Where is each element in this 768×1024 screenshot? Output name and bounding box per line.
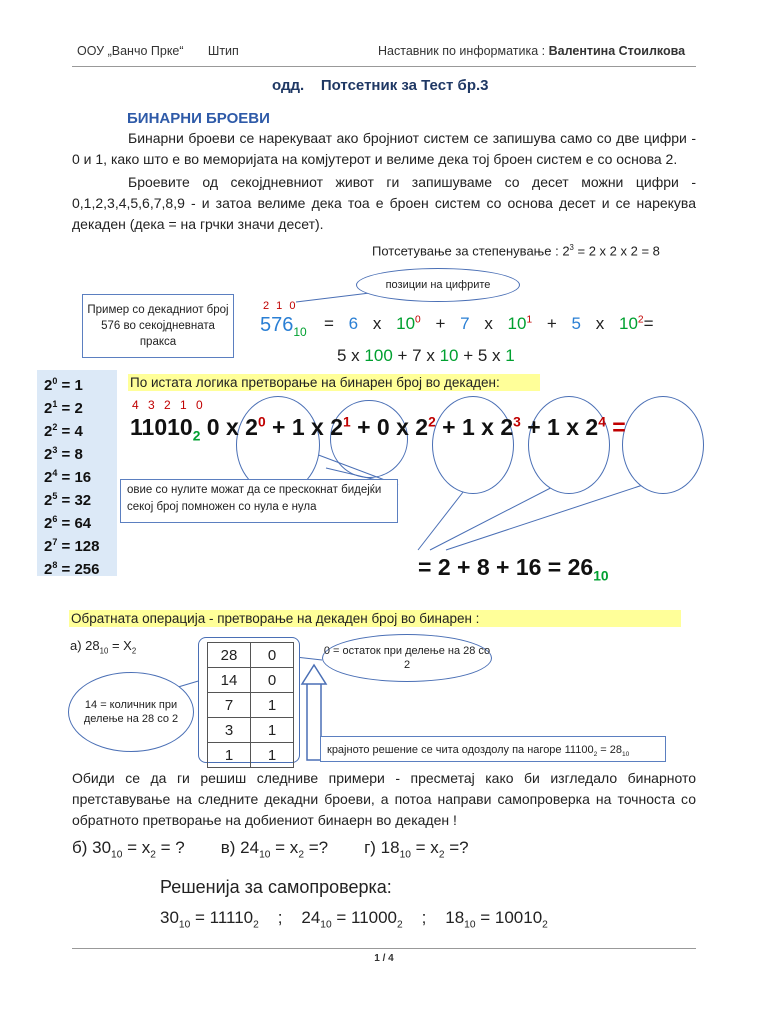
callout-read-bottom-up [320,736,666,762]
sol-dec: 24 [301,908,321,927]
read-eq: = 28 [597,744,623,756]
plus: + [546,314,557,333]
power-exp: 0 [52,376,58,386]
footer-rule [72,948,696,949]
exercise-text: Обиди се да ги решиш следниве примери - пресметај како би изгледало бинарното претставување на следните декадни броеви, а потоа направи самопроверка на точноста со обратното претворање на добиениот бинаерн во декаден ! [72,770,696,828]
division-row [208,693,294,718]
callout-zeros-skip: овие со нулите можат да се прескокнат бидејќи секој број помножен со нула е нула [120,479,398,523]
ex-rest: = x [410,838,439,857]
remainder-cell: 1 [251,743,294,768]
division-grid [207,642,294,768]
exercise-item [220,838,329,861]
binary-heading: По истата логика претворање на бинарен број во декаден: [128,374,540,391]
binary-positions: 4 3 2 1 0 [132,398,206,412]
division-row [208,718,294,743]
decimal-expansion [260,314,307,339]
exercise-item [72,838,185,861]
solution-item [445,908,585,931]
binary-terms [207,414,626,440]
power-exp: 6 [52,514,58,524]
division-table [198,637,300,763]
sol-bsub: 2 [253,919,259,931]
teacher-name: Валентина Стоилкова [548,44,686,58]
ex-end: =? [303,838,329,857]
binary-term [285,414,370,440]
term-op: + [442,414,456,440]
ex-end: =? [444,838,469,857]
term-coef: 0 x 2 [206,414,258,440]
quotient-cell: 3 [208,718,251,743]
digit-7: 7 [460,314,470,333]
term-exp: 0 [257,414,266,430]
times: x [372,314,382,333]
school-label: ООУ „Ванчо Прке“ [77,44,184,58]
remainder-cell: 1 [251,718,294,743]
power-base: 2 [44,492,53,509]
power-reminder-rest: = 2 x 2 x 2 = 8 [577,243,660,259]
division-row [208,668,294,693]
ex-rest: = x [270,838,299,857]
power-value: = 32 [61,492,92,509]
section-title: БИНАРНИ БРОЕВИ [127,110,270,127]
decimal-number: 576 [260,314,294,336]
line2-10: 10 [439,346,459,365]
digit-6: 6 [348,314,359,333]
plus: + [435,314,446,333]
ex-sub2: 2 [150,849,156,861]
term-exp: 4 [598,414,606,430]
decimal-line2 [337,346,515,366]
binary-number: 11010 [130,414,193,440]
sol-bin: = 11000 [331,908,398,927]
reverse-label [70,638,136,656]
power-reminder-exp: 3 [569,243,574,252]
quotient-cell: 1 [208,743,251,768]
teacher-label: Наставник по информатика : [378,44,546,58]
power-value: = 1 [61,377,83,394]
solutions-list [160,908,586,930]
power-exp: 8 [52,560,58,570]
read-text: крајното решение се чита одоздолу па нагоре 11100 [327,744,594,756]
term-op: = [612,414,626,440]
power-value: = 8 [61,446,83,463]
exp-1: 1 [526,314,533,326]
line2-part: 5 x [337,346,365,365]
quotient-cell: 14 [208,668,251,693]
paragraph-binary: Бинарни броеви се нарекуваат ако бројниот систем се запишува само со две цифри - 0 и 1, како што е во меморијата на комјутерот и велиме дека тој броен систем е со основа 2. [72,130,696,167]
power-row [37,439,117,462]
ten: 10 [396,314,416,333]
power-value: = 2 [61,400,83,417]
callout-digit-positions: позиции на цифрите [356,268,520,302]
reverse-label-num: а) 28 [70,638,100,653]
power-base: 2 [44,538,53,555]
power-value: = 256 [61,561,100,578]
title-prefix: одд. [272,77,305,94]
decimal-positions: 2 1 0 [263,300,298,312]
binary-term [541,414,626,440]
ellipse-term-4 [622,396,704,494]
sol-bin: = 10010 [475,908,543,927]
binary-expansion [130,414,626,444]
term-coef: 1 x 2 [291,414,343,440]
ex-rest: = x [122,838,151,857]
power-exp: 4 [52,468,58,478]
ex-end: = ? [155,838,185,857]
reverse-label-sub2: 2 [131,646,137,656]
term-exp: 3 [513,414,521,430]
remainder-cell: 0 [251,643,294,668]
power-base: 2 [44,561,53,578]
remainder-cell: 0 [251,668,294,693]
term-coef: 1 x 2 [547,414,599,440]
city-label: Штип [207,44,239,58]
sol-dsub: 10 [320,919,332,931]
binary-term [371,414,456,440]
ex-sub2: 2 [298,849,304,861]
ex-prefix: в) 24 [220,838,260,857]
division-row [208,743,294,768]
line2-1: 1 [505,346,515,365]
decimal-base: 10 [293,325,307,339]
solutions-title: Решенија за самопроверка: [160,877,392,897]
power-base: 2 [44,377,53,394]
power-base: 2 [44,446,53,463]
term-exp: 1 [343,414,351,430]
title-text: Потсетник за Тест бр.3 [320,77,489,94]
sol-dec: 18 [445,908,465,927]
division-row [208,643,294,668]
power-exp: 2 [52,422,58,432]
ex-sub2: 2 [438,849,445,861]
exp-2: 2 [637,314,644,326]
power-row [37,462,117,485]
solution-item [160,908,301,931]
power-row [37,370,117,393]
power-base: 2 [44,400,53,417]
term-op: + [527,414,541,440]
term-op: + [272,414,286,440]
remainder-cell: 1 [251,693,294,718]
power-base: 2 [44,423,53,440]
term-op: + [357,414,371,440]
reverse-label-sub: 10 [99,646,109,656]
sol-dsub: 10 [464,919,476,931]
sol-bsub: 2 [397,919,403,931]
paragraph-decimal: Броевите од секојдневниот живот ги запишуваме со десет можни цифри - 0,1,2,3,4,5,6,7,8,9 - и затоа велиме дека тоа е броен систем со основа десет и се нарекува декаден (дека = на грчки значи десет). [72,174,696,232]
quotient-cell: 28 [208,643,251,668]
powers-of-two-table [37,370,117,576]
power-exp: 1 [52,399,58,409]
binary-result [418,554,609,584]
sol-bin: = 11110 [190,908,254,927]
ten: 10 [618,314,638,333]
ex-prefix: б) 30 [72,838,112,857]
line2-part: + 5 x [458,346,506,365]
binary-term [456,414,541,440]
ex-prefix: г) 18 [364,838,400,857]
term-exp: 2 [428,414,436,430]
power-reminder-base: 2 [562,243,570,259]
power-row [37,485,117,508]
power-value: = 4 [61,423,83,440]
power-base: 2 [44,469,53,486]
ex-sub: 10 [259,849,271,861]
power-row [37,508,117,531]
exercise-list [72,838,692,860]
sol-sep: ; [421,908,427,927]
ellipse-term-2 [432,396,514,494]
sol-bsub: 2 [542,919,548,931]
binary-term [207,414,286,440]
decimal-line1 [324,314,654,334]
power-reminder-label: Потсетување за степенување : [372,243,559,259]
power-base: 2 [44,515,53,532]
solution-item [301,908,445,931]
ten: 10 [507,314,527,333]
power-row [37,554,117,577]
sol-dec: 30 [160,908,179,927]
eq-sign-end: = [643,314,654,333]
ellipse-term-3 [528,396,610,494]
power-row [37,393,117,416]
eq-sign: = [324,314,334,333]
digit-5: 5 [571,314,582,333]
power-exp: 3 [52,445,58,455]
power-row [37,416,117,439]
callout-decimal-example: Пример со декадниот број 576 во секојдневната пракса [82,294,234,358]
exercise-item [364,838,469,861]
reverse-label-rest: = X [108,638,132,653]
binary-base: 2 [192,428,201,444]
sol-sep: ; [277,908,283,927]
result-base: 10 [593,568,609,584]
read-sub: 2 [593,751,598,759]
ex-sub: 10 [111,849,123,861]
result-expr: = 2 + 8 + 16 = 26 [418,554,594,580]
power-value: = 128 [61,538,100,555]
exp-0: 0 [415,314,421,326]
times: x [484,314,493,333]
term-coef: 0 x 2 [376,414,429,440]
read-sub2: 10 [622,751,630,759]
quotient-cell: 7 [208,693,251,718]
times: x [595,314,605,333]
term-coef: 1 x 2 [461,414,514,440]
line2-part: + 7 x [392,346,440,365]
power-exp: 7 [52,537,58,547]
power-value: = 64 [61,515,92,532]
line2-100: 100 [364,346,393,365]
power-exp: 5 [52,491,58,501]
power-value: = 16 [61,469,92,486]
sol-dsub: 10 [178,919,191,931]
callout-remainder: 0 = остаток при делење на 28 со 2 [322,634,492,682]
power-row [37,531,117,554]
page-number: 1 / 4 [374,953,394,964]
callout-quotient: 14 = количник при делење на 28 со 2 [68,672,194,752]
reverse-heading: Обратната операција - претворање на декаден број во бинарен : [69,610,681,627]
ex-sub: 10 [399,849,411,861]
